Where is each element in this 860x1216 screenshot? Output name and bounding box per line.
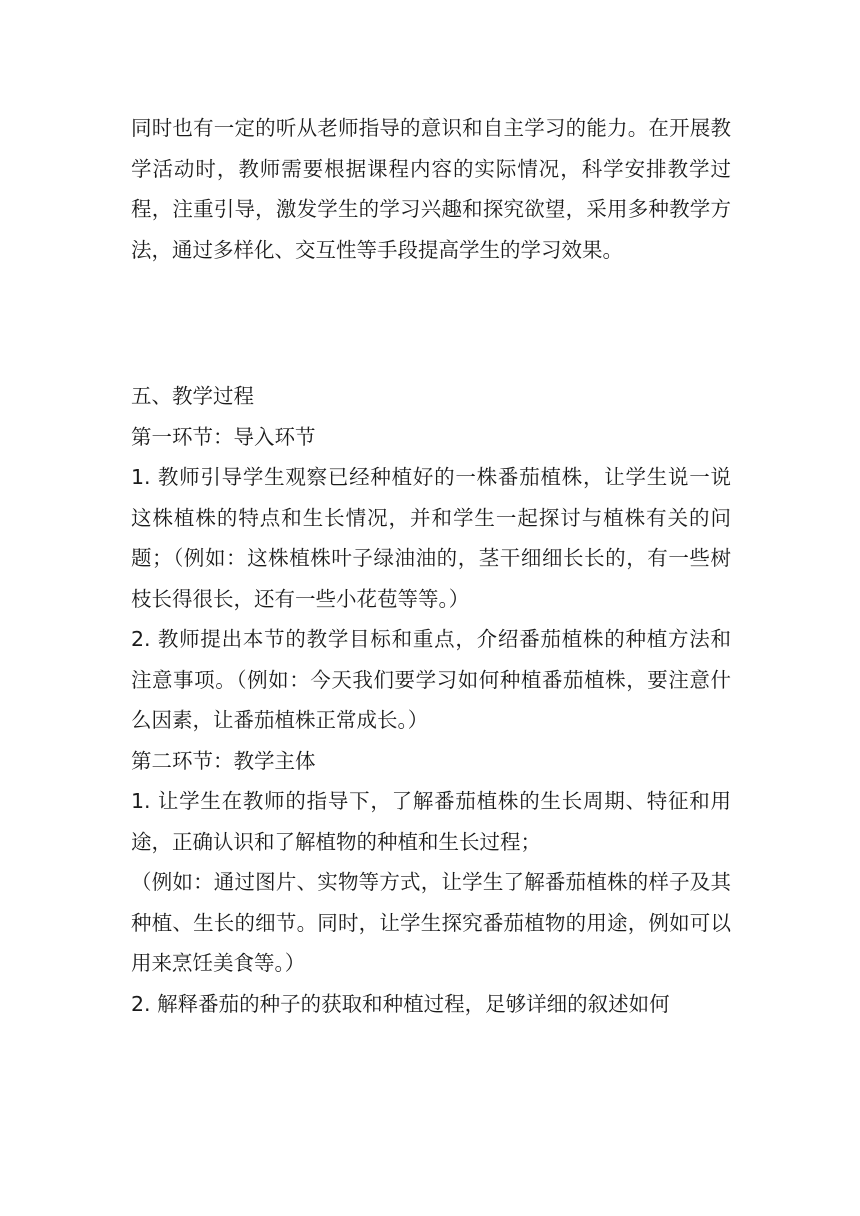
stage2-item-2-partial: 2. 解释番茄的种子的获取和种植过程，足够详细的叙述如何 xyxy=(131,991,670,1016)
stage1-item-2: 2. 教师提出本节的教学目标和重点，介绍番茄植株的种植方法和注意事项。（例如：今天我们要学习如何种植番茄植株，要注意什么因素，让番茄植株正常成长。） xyxy=(131,627,731,732)
stage1-heading: 第一环节：导入环节 xyxy=(131,424,316,449)
stage2-item-1-example: （例如：通过图片、实物等方式，让学生了解番茄植株的样子及其种植、生长的细节。同时，让学生探究番茄植物的用途，例如可以用来烹饪美食等。） xyxy=(131,870,731,975)
intro-paragraph: 同时也有一定的听从老师指导的意识和自主学习的能力。在开展教学活动时，教师需要根据课程内容的实际情况，科学安排教学过程，注重引导，激发学生的学习兴趣和探究欲望，采用多种教学方法，通过多样化、交互性等手段提高学生的学习效果。 xyxy=(131,116,731,262)
stage1-item-1: 1. 教师引导学生观察已经种植好的一株番茄植株，让学生说一说这株植株的特点和生长情况，并和学生一起探讨与植株有关的问题；（例如：这株植株叶子绿油油的，茎干细细长长的，有一些树枝长得很长，还有一些小花苞等等。） xyxy=(131,465,731,611)
stage2-item-1: 1. 让学生在教师的指导下，了解番茄植株的生长周期、特征和用途，正确认识和了解植物的种植和生长过程； xyxy=(131,789,731,854)
teaching-process-section xyxy=(131,376,731,1024)
intro-block xyxy=(131,108,731,270)
section-heading: 五、教学过程 xyxy=(131,384,254,408)
stage2-heading: 第二环节：教学主体 xyxy=(131,748,316,773)
